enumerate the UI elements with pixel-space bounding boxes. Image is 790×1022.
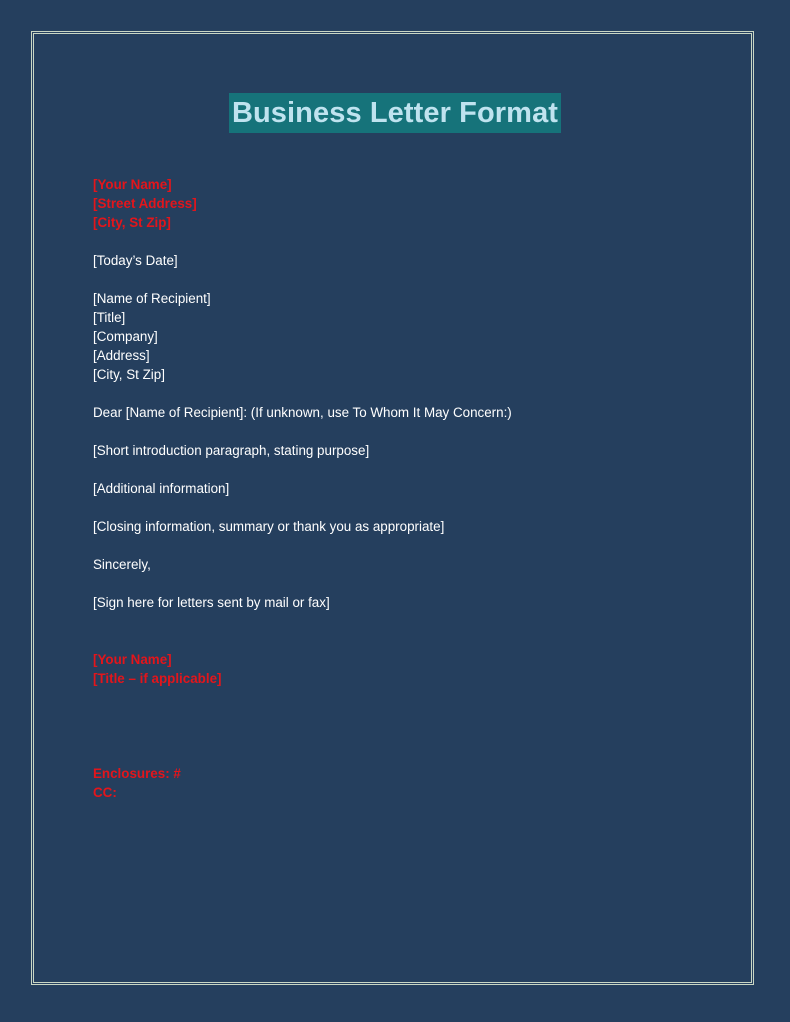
recipient-city-st-zip: [City, St Zip] — [93, 367, 165, 382]
spacer — [93, 688, 733, 764]
spacer — [93, 498, 733, 517]
complimentary-close: Sincerely, — [93, 557, 151, 572]
spacer — [93, 460, 733, 479]
intro-paragraph: [Short introduction paragraph, stating purpose] — [93, 443, 370, 458]
spacer — [93, 232, 733, 251]
signature-line: [Sign here for letters sent by mail or fax] — [93, 595, 330, 610]
document-title: Business Letter Format — [229, 93, 561, 133]
title-container — [0, 93, 790, 133]
spacer — [93, 384, 733, 403]
recipient-company: [Company] — [93, 329, 158, 344]
additional-paragraph: [Additional information] — [93, 481, 230, 496]
spacer — [93, 422, 733, 441]
sender-name: [Your Name] — [93, 177, 172, 192]
recipient-address: [Address] — [93, 348, 150, 363]
sender-street-address: [Street Address] — [93, 196, 197, 211]
signer-title: [Title – if applicable] — [93, 671, 222, 686]
recipient-title: [Title] — [93, 310, 126, 325]
recipient-name: [Name of Recipient] — [93, 291, 211, 306]
enclosures-line: Enclosures: # — [93, 766, 181, 781]
spacer — [93, 270, 733, 289]
letter-body — [93, 175, 733, 802]
closing-paragraph: [Closing information, summary or thank you as appropriate] — [93, 519, 445, 534]
letter-date: [Today’s Date] — [93, 253, 178, 268]
salutation: Dear [Name of Recipient]: (If unknown, use To Whom It May Concern:) — [93, 405, 512, 420]
sender-city-st-zip: [City, St Zip] — [93, 215, 171, 230]
spacer — [93, 574, 733, 593]
signer-name: [Your Name] — [93, 652, 172, 667]
spacer — [93, 612, 733, 650]
spacer — [93, 536, 733, 555]
cc-line: CC: — [93, 785, 117, 800]
